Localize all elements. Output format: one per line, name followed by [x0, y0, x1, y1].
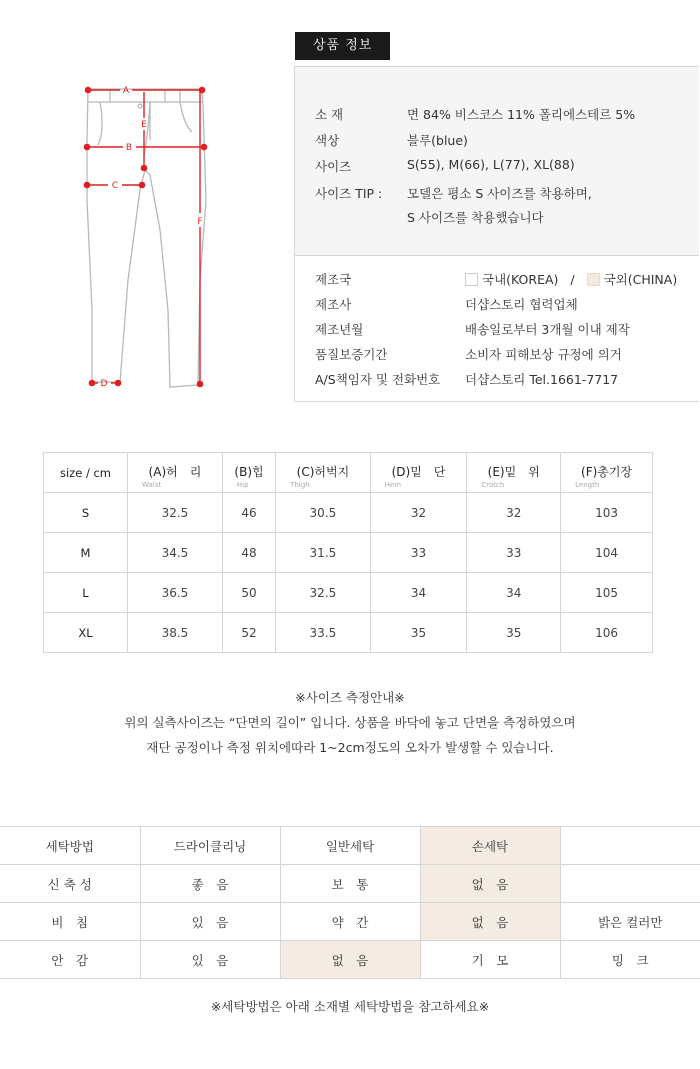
- value-cell: 35: [467, 613, 561, 653]
- header-hip: (B)힙 Hip: [222, 453, 275, 493]
- product-info-title: 상품 정보: [295, 32, 390, 60]
- size-cell: L: [44, 573, 128, 613]
- size-value: S(55), M(66), L(77), XL(88): [407, 157, 575, 172]
- value-cell: 31.5: [276, 533, 370, 573]
- header-waist: (A)허 리 Waist: [128, 453, 223, 493]
- pants-measurement-diagram: [70, 80, 230, 400]
- date-value: 배송일로부터 3개월 이내 제작: [465, 322, 630, 337]
- country-value: [465, 270, 677, 288]
- measure-note-line1: 위의 실측사이즈는 “단면의 길이” 입니다. 상품을 바닥에 놓고 단면을 측정하였으며: [124, 715, 576, 730]
- care-cell: 밝은 컬러만: [560, 903, 700, 941]
- label-e: E: [141, 120, 147, 130]
- measure-note-title: ※사이즈 측정안내※: [295, 690, 405, 705]
- china-checkbox: [587, 273, 600, 286]
- label-c: C: [111, 181, 119, 191]
- care-cell-selected: 없 음: [420, 903, 560, 941]
- care-cell: 보 통: [280, 865, 420, 903]
- table-row: [0, 827, 700, 865]
- value-cell: 105: [561, 573, 653, 613]
- value-cell: 52: [222, 613, 275, 653]
- header-length: (F)총기장 Length: [561, 453, 653, 493]
- value-cell: 32.5: [276, 573, 370, 613]
- care-cell: 드라이클리닝: [140, 827, 280, 865]
- value-cell: 32: [370, 493, 467, 533]
- maker-value: 더샵스토리 협력업체: [465, 297, 578, 312]
- label-d: D: [100, 379, 108, 389]
- table-row: [44, 533, 653, 573]
- care-cell: 있 음: [140, 903, 280, 941]
- table-row: [0, 903, 700, 941]
- size-cell: M: [44, 533, 128, 573]
- care-cell: 비 침: [0, 903, 140, 941]
- value-cell: 32: [467, 493, 561, 533]
- care-footer-note: ※세탁방법은 아래 소재별 세탁방법을 참고하세요※: [210, 999, 490, 1014]
- value-cell: 50: [222, 573, 275, 613]
- warranty-value: 소비자 피해보상 규정에 의거: [465, 347, 622, 362]
- country-separator: /: [570, 272, 575, 287]
- care-cell: [560, 827, 700, 865]
- maker-label: 제조사: [315, 297, 352, 312]
- value-cell: 106: [561, 613, 653, 653]
- care-cell-selected: 없 음: [280, 941, 420, 979]
- size-tip-line1: 모델은 평소 S 사이즈를 착용하며,: [407, 186, 592, 201]
- warranty-label: 품질보증기간: [315, 347, 388, 362]
- label-a: A: [122, 86, 130, 96]
- value-cell: 33: [370, 533, 467, 573]
- date-label: 제조년월: [315, 322, 364, 337]
- pants-outline: [87, 89, 206, 387]
- header-crotch: (E)밑 위 Crotch: [467, 453, 561, 493]
- table-row: [44, 493, 653, 533]
- care-cell: 밍 크: [560, 941, 700, 979]
- value-cell: 33.5: [276, 613, 370, 653]
- care-cell-selected: 없 음: [420, 865, 560, 903]
- table-row: [44, 613, 653, 653]
- size-table-header: [44, 453, 653, 493]
- size-tip-label: 사이즈 TIP :: [315, 186, 383, 201]
- size-cell: XL: [44, 613, 128, 653]
- value-cell: 34: [370, 573, 467, 613]
- header-hem: (D)밑 단 Hem: [370, 453, 467, 493]
- label-b: B: [125, 143, 133, 153]
- table-row: [0, 941, 700, 979]
- value-cell: 35: [370, 613, 467, 653]
- as-label: A/S책임자 및 전화번호: [315, 372, 441, 387]
- header-thigh: (C)허벅지 Thigh: [276, 453, 370, 493]
- value-cell: 33: [467, 533, 561, 573]
- size-cell: S: [44, 493, 128, 533]
- country-label: 제조국: [315, 272, 352, 287]
- value-cell: 32.5: [128, 493, 223, 533]
- table-row: [44, 573, 653, 613]
- value-cell: 36.5: [128, 573, 223, 613]
- product-info-box: [294, 66, 699, 256]
- care-cell: 안 감: [0, 941, 140, 979]
- care-cell: 신 축 성: [0, 865, 140, 903]
- value-cell: 38.5: [128, 613, 223, 653]
- size-table-corner: size / cm: [44, 453, 128, 493]
- as-value: 더샵스토리 Tel.1661-7717: [465, 372, 619, 387]
- value-cell: 48: [222, 533, 275, 573]
- value-cell: 103: [561, 493, 653, 533]
- label-f: F: [197, 217, 203, 227]
- value-cell: 104: [561, 533, 653, 573]
- material-label: 소 재: [315, 107, 344, 122]
- care-cell: [560, 865, 700, 903]
- country-china: 국외(CHINA): [603, 272, 678, 287]
- manufacture-info-box: [294, 256, 699, 402]
- material-value: 면 84% 비스코스 11% 폴리에스테르 5%: [407, 107, 636, 122]
- color-value: 블루(blue): [407, 133, 468, 148]
- care-cell: 기 모: [420, 941, 560, 979]
- color-label: 색상: [315, 133, 340, 148]
- korea-checkbox: [465, 273, 478, 286]
- value-cell: 34.5: [128, 533, 223, 573]
- size-tip-line2: S 사이즈를 착용했습니다: [407, 210, 544, 225]
- country-korea: 국내(KOREA): [482, 272, 559, 287]
- measure-note-line2: 재단 공정이나 측정 위치에따라 1~2cm정도의 오차가 발생할 수 있습니다.: [146, 740, 554, 755]
- value-cell: 46: [222, 493, 275, 533]
- care-cell: 좋 음: [140, 865, 280, 903]
- value-cell: 34: [467, 573, 561, 613]
- care-cell: 약 간: [280, 903, 420, 941]
- care-cell: 있 음: [140, 941, 280, 979]
- size-label: 사이즈: [315, 159, 352, 174]
- care-cell: 일반세탁: [280, 827, 420, 865]
- measure-markers: [84, 87, 206, 386]
- value-cell: 30.5: [276, 493, 370, 533]
- care-cell-selected: 손세탁: [420, 827, 560, 865]
- size-table: [43, 452, 653, 653]
- care-table: [0, 826, 700, 979]
- care-cell: 세탁방법: [0, 827, 140, 865]
- table-row: [0, 865, 700, 903]
